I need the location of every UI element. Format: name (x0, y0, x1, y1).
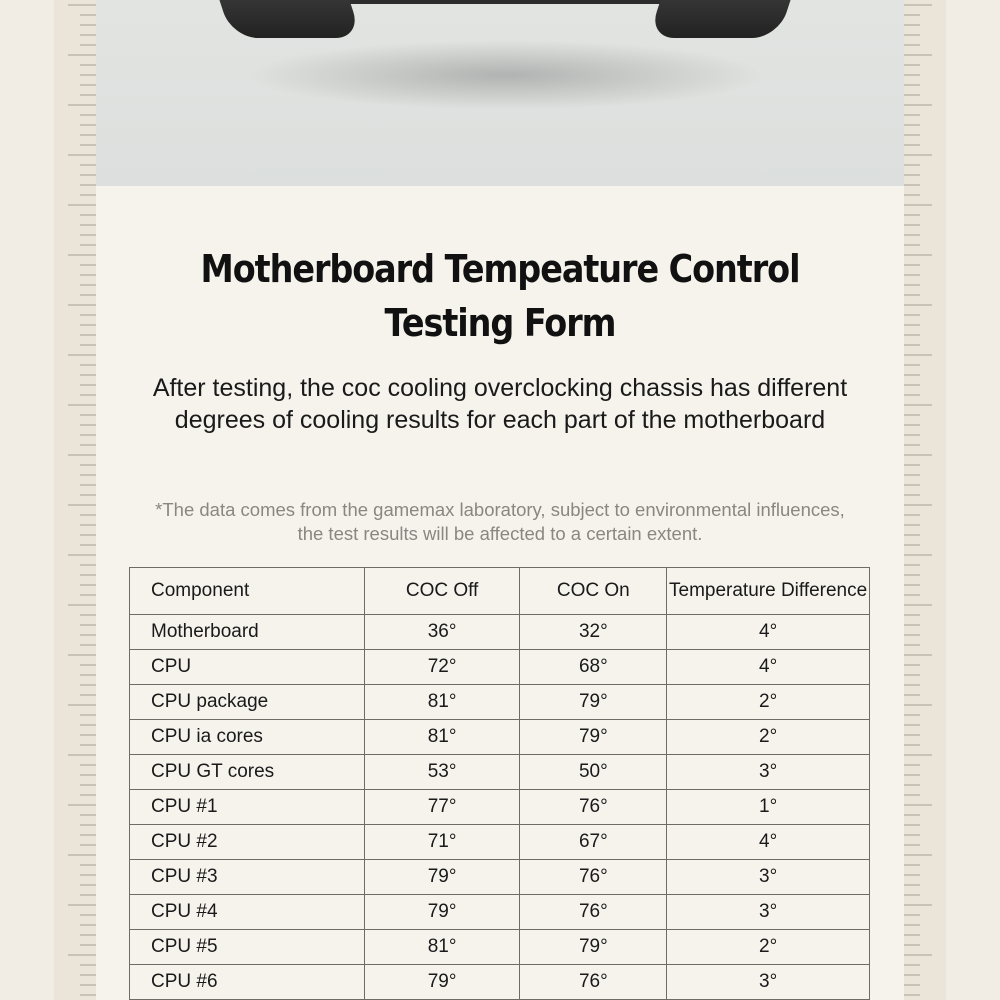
temperature-table (129, 567, 870, 1000)
table-row (130, 825, 870, 860)
cell-difference: 3° (667, 755, 870, 790)
cell-coc-on: 76° (520, 965, 667, 1000)
table-row (130, 895, 870, 930)
title-line-1: Motherboard Tempeature Control (200, 247, 800, 291)
cell-coc-on: 76° (520, 860, 667, 895)
header-coc-off: COC Off (364, 568, 520, 615)
right-ruler-border (904, 0, 1000, 1000)
cell-coc-off: 79° (364, 965, 520, 1000)
cell-component: CPU #3 (130, 860, 365, 895)
cell-coc-off: 79° (364, 895, 520, 930)
cell-coc-off: 72° (364, 650, 520, 685)
cell-difference: 1° (667, 790, 870, 825)
header-temperature-difference: Temperature Difference (667, 568, 870, 615)
cell-coc-on: 50° (520, 755, 667, 790)
cell-difference: 4° (667, 650, 870, 685)
table-row (130, 720, 870, 755)
header-coc-on: COC On (520, 568, 667, 615)
cell-coc-on: 76° (520, 790, 667, 825)
title-line-2: Testing Form (384, 301, 616, 345)
cell-difference: 3° (667, 860, 870, 895)
cell-coc-off: 79° (364, 860, 520, 895)
chassis-foot-right (648, 0, 794, 38)
cell-coc-off: 77° (364, 790, 520, 825)
page-title (144, 242, 855, 350)
cell-coc-off: 36° (364, 615, 520, 650)
product-photo (96, 0, 904, 186)
cell-component: CPU #1 (130, 790, 365, 825)
cell-coc-on: 79° (520, 720, 667, 755)
table-header-row (130, 568, 870, 615)
cell-component: CPU #6 (130, 965, 365, 1000)
cell-component: CPU #5 (130, 930, 365, 965)
chassis-foot-left (216, 0, 362, 38)
cell-coc-on: 68° (520, 650, 667, 685)
lead-text: After testing, the coc cooling overclocking chassis has different degrees of cooling results for each part of the motherboard (152, 374, 848, 434)
cell-coc-off: 81° (364, 720, 520, 755)
footnote: *The data comes from the gamemax laboratory, subject to environmental influences, the test results will be affected to a certain extent. (155, 499, 845, 544)
cell-coc-on: 32° (520, 615, 667, 650)
cell-difference: 2° (667, 685, 870, 720)
cell-coc-off: 53° (364, 755, 520, 790)
cell-component: CPU #2 (130, 825, 365, 860)
cell-coc-on: 79° (520, 930, 667, 965)
cell-difference: 2° (667, 930, 870, 965)
cell-component: CPU #4 (130, 895, 365, 930)
table-row (130, 930, 870, 965)
header-component: Component (130, 568, 365, 615)
table-row (130, 650, 870, 685)
table-row (130, 860, 870, 895)
cell-coc-on: 79° (520, 685, 667, 720)
cell-component: Motherboard (130, 615, 365, 650)
cell-difference: 4° (667, 615, 870, 650)
table-row (130, 685, 870, 720)
cell-difference: 3° (667, 965, 870, 1000)
cell-difference: 2° (667, 720, 870, 755)
cell-difference: 4° (667, 825, 870, 860)
cell-component: CPU GT cores (130, 755, 365, 790)
cell-coc-on: 76° (520, 895, 667, 930)
cell-component: CPU (130, 650, 365, 685)
cell-difference: 3° (667, 895, 870, 930)
cell-coc-off: 81° (364, 930, 520, 965)
table-row (130, 965, 870, 1000)
cell-coc-on: 67° (520, 825, 667, 860)
table-row (130, 615, 870, 650)
cell-coc-off: 81° (364, 685, 520, 720)
left-ruler-border (0, 0, 96, 1000)
table-row (130, 790, 870, 825)
table-row (130, 755, 870, 790)
cell-component: CPU ia cores (130, 720, 365, 755)
cell-coc-off: 71° (364, 825, 520, 860)
cell-component: CPU package (130, 685, 365, 720)
